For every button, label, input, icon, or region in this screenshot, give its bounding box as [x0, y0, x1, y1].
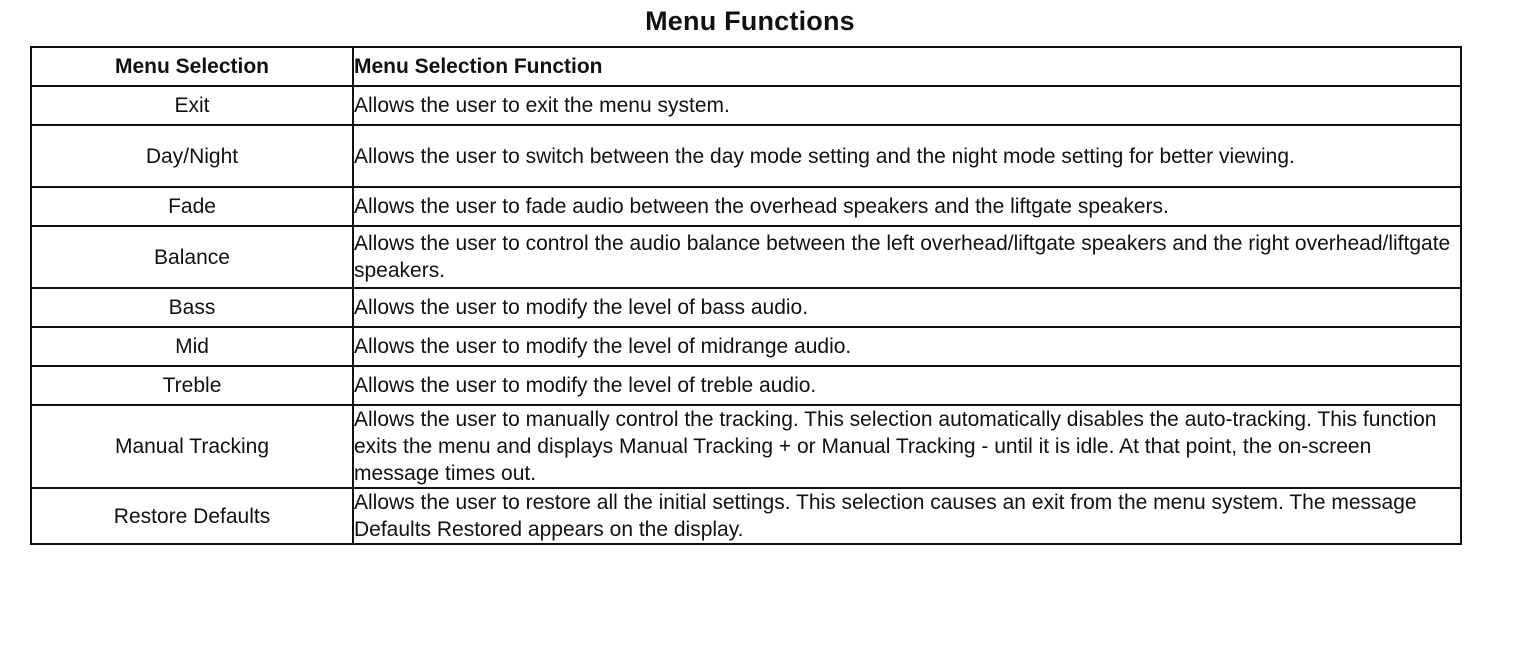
page-title: Menu Functions	[645, 6, 855, 36]
row-function-restore-defaults: Allows the user to restore all the initial settings. This selection causes an exit from the menu system. The message Defaults Restored appears on the display.	[353, 488, 1461, 544]
row-selection-day-night: Day/Night	[31, 125, 353, 187]
row-function-fade: Allows the user to fade audio between the overhead speakers and the liftgate speakers.	[353, 187, 1461, 226]
table-row	[31, 125, 1461, 187]
row-selection-exit: Exit	[31, 86, 353, 125]
row-function-balance: Allows the user to control the audio balance between the left overhead/liftgate speakers and the right overhead/liftgate speakers.	[353, 226, 1461, 288]
row-function-day-night: Allows the user to switch between the day mode setting and the night mode setting for better viewing.	[353, 125, 1461, 187]
row-selection-balance: Balance	[31, 226, 353, 288]
row-function-treble: Allows the user to modify the level of treble audio.	[353, 366, 1461, 405]
header-menu-selection-function: Menu Selection Function	[353, 47, 1461, 86]
table-row	[31, 288, 1461, 327]
row-selection-treble: Treble	[31, 366, 353, 405]
table-row	[31, 327, 1461, 366]
row-function-mid: Allows the user to modify the level of midrange audio.	[353, 327, 1461, 366]
row-selection-manual-tracking: Manual Tracking	[31, 405, 353, 488]
menu-functions-table	[30, 46, 1462, 545]
table-row	[31, 488, 1461, 544]
row-selection-restore-defaults: Restore Defaults	[31, 488, 353, 544]
table-row	[31, 226, 1461, 288]
row-function-exit: Allows the user to exit the menu system.	[353, 86, 1461, 125]
header-menu-selection: Menu Selection	[31, 47, 353, 86]
table-header	[31, 47, 1461, 86]
row-function-bass: Allows the user to modify the level of bass audio.	[353, 288, 1461, 327]
header-row	[31, 47, 1461, 86]
table-row	[31, 405, 1461, 488]
row-selection-fade: Fade	[31, 187, 353, 226]
table-body	[31, 86, 1461, 544]
row-selection-mid: Mid	[31, 327, 353, 366]
table-row	[31, 86, 1461, 125]
table-row	[31, 366, 1461, 405]
table-row	[31, 187, 1461, 226]
row-selection-bass: Bass	[31, 288, 353, 327]
row-function-manual-tracking: Allows the user to manually control the tracking. This selection automatically disables the auto-tracking. This function exits the menu and displays Manual Tracking + or Manual Tracking - until it is idle. At that point, the on-screen message times out.	[353, 405, 1461, 488]
